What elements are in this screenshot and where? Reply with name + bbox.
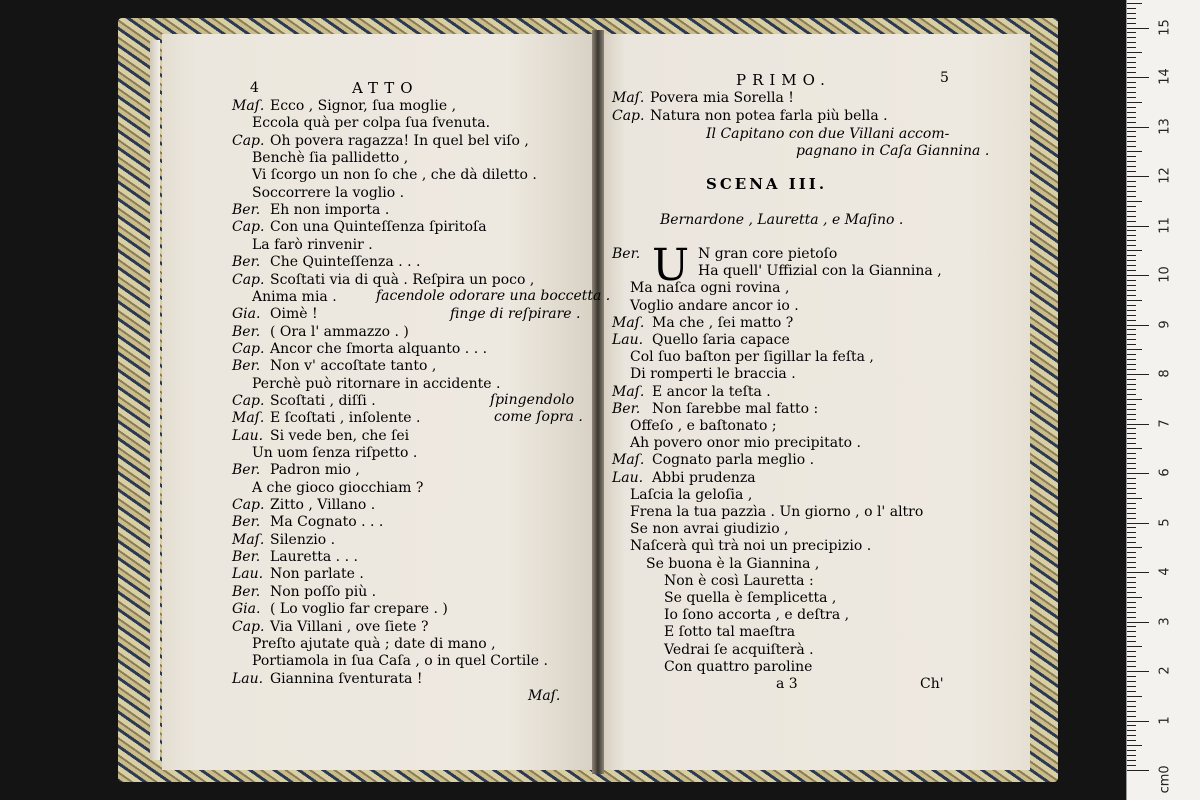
verse-line: Lauretta . . . — [270, 549, 358, 566]
ruler-tick — [1127, 151, 1142, 152]
speaker-label: Ber. — [612, 246, 641, 262]
speaker-label: Gia. — [232, 601, 261, 618]
ruler-tick — [1127, 67, 1136, 68]
ruler-tick — [1127, 201, 1142, 202]
ruler-tick — [1127, 676, 1136, 677]
ruler-tick — [1127, 438, 1136, 439]
verse-line: N gran core pietoſo — [698, 246, 838, 262]
ruler-tick — [1127, 626, 1136, 627]
stage-direction: facendole odorare una boccetta . — [376, 288, 611, 304]
ruler-tick — [1127, 156, 1136, 157]
ruler-tick — [1127, 706, 1136, 707]
ruler-tick — [1127, 305, 1136, 306]
ruler-tick — [1127, 582, 1136, 583]
ruler-tick — [1127, 428, 1136, 429]
character-list: Bernardone , Lauretta , e Maſino . — [660, 212, 904, 228]
ruler-tick — [1127, 325, 1149, 326]
speaker-label: Ber. — [232, 254, 261, 271]
scene-title: SCENA III. — [706, 175, 828, 193]
speaker-label: Maſ. — [612, 314, 645, 331]
ruler-tick — [1127, 3, 1142, 4]
ruler-tick — [1127, 42, 1136, 43]
ruler-tick — [1127, 597, 1142, 598]
ruler-tick — [1127, 612, 1136, 613]
ruler-number: 12 — [1157, 167, 1173, 184]
verse-line: Padron mio , — [270, 462, 360, 479]
verse-line: E ſcoſtati , inſolente . — [270, 410, 421, 427]
ruler-tick — [1127, 651, 1136, 652]
ruler-tick — [1127, 661, 1136, 662]
ruler-tick — [1127, 760, 1136, 761]
ruler-number: 4 — [1157, 567, 1173, 576]
ruler-tick — [1127, 384, 1136, 385]
ruler-tick — [1127, 97, 1136, 98]
speaker-label: Ber. — [232, 323, 261, 340]
speaker-label: Ber. — [232, 583, 261, 600]
ruler-tick — [1127, 300, 1142, 301]
verse-line: Natura non potea farla più bella . — [650, 108, 888, 124]
stage-direction: ſpingendolo — [490, 392, 575, 408]
speaker-label: Cap. — [232, 132, 265, 149]
ruler-tick — [1127, 562, 1136, 563]
verse-line: Che Quinteſſenza . . . — [270, 254, 421, 271]
ruler-tick — [1127, 379, 1136, 380]
ruler-tick — [1127, 448, 1142, 449]
ruler-tick — [1127, 636, 1136, 637]
verse-line: Preſto ajutate quà ; date di mano , — [252, 635, 496, 652]
ruler-number: 1 — [1157, 715, 1173, 725]
ruler-tick — [1127, 389, 1136, 390]
ruler-tick — [1127, 567, 1136, 568]
speaker-label: Maſ. — [232, 98, 265, 114]
ruler-tick — [1127, 82, 1136, 83]
speaker-label: Maſ. — [612, 383, 645, 400]
ruler-tick — [1127, 592, 1136, 593]
ruler-number: 11 — [1157, 216, 1173, 234]
ruler-tick — [1127, 602, 1136, 603]
ruler-number: 15 — [1157, 18, 1173, 36]
ruler-tick — [1127, 374, 1149, 375]
ruler-tick — [1127, 656, 1136, 657]
verse-line: Perchè può ritornare in accidente . — [252, 375, 501, 392]
ruler-tick — [1127, 235, 1136, 236]
ruler-tick — [1127, 498, 1142, 499]
verse-line: Offeſo , e baſtonato ; — [630, 418, 777, 434]
ruler-tick — [1127, 52, 1142, 53]
ruler-tick — [1127, 721, 1149, 722]
ruler-tick — [1127, 245, 1136, 246]
ruler-tick — [1127, 443, 1136, 444]
ruler-tick — [1127, 527, 1136, 528]
ruler-tick — [1127, 587, 1136, 588]
ruler-tick — [1127, 364, 1136, 365]
ruler-tick — [1127, 488, 1136, 489]
verse-line: Non poſſo più . — [270, 583, 377, 600]
verse-line: Vi ſcorgo un non ſo che , che dà diletto . — [252, 167, 537, 184]
ruler-tick — [1127, 127, 1149, 128]
verse-line: Non è così Lauretta : — [664, 572, 814, 589]
ruler-tick — [1127, 458, 1136, 459]
catchword: Maſ. — [528, 688, 561, 704]
ruler-tick — [1127, 285, 1136, 286]
ruler-tick — [1127, 542, 1136, 543]
ruler-tick — [1127, 404, 1136, 405]
speaker-label: Maſ. — [612, 90, 645, 106]
page-number: 4 — [250, 80, 259, 96]
signature-mark: a 3 — [776, 676, 798, 692]
ruler-tick — [1127, 646, 1142, 647]
ruler-tick — [1127, 518, 1136, 519]
ruler-tick — [1127, 206, 1136, 207]
speaker-label: Cap. — [232, 340, 265, 357]
ruler-tick — [1127, 750, 1136, 751]
verse-line: Naſcerà quì trà noi un precipizio . — [630, 538, 872, 555]
verse-line: Quello ſaria capace — [652, 332, 790, 348]
ruler-tick — [1127, 295, 1136, 296]
verse-line: Ah povero onor mio precipitato . — [630, 435, 862, 452]
ruler-tick — [1127, 716, 1136, 717]
ruler-number: 9 — [1157, 319, 1173, 329]
ruler-tick — [1127, 260, 1136, 261]
ruler-tick — [1127, 483, 1136, 484]
ruler-tick — [1127, 240, 1136, 241]
ruler-tick — [1127, 320, 1136, 321]
ruler-tick — [1127, 87, 1136, 88]
ruler-tick — [1127, 359, 1136, 360]
ruler-tick — [1127, 216, 1136, 217]
ruler-tick — [1127, 617, 1136, 618]
page-header: PRIMO. — [736, 71, 831, 89]
speaker-label: Maſ. — [232, 531, 265, 548]
verse-line: Con una Quinteſſenza ſpiritoſa — [270, 219, 487, 236]
ruler-tick — [1127, 463, 1136, 464]
verse-line: Se non avrai giudizio , — [630, 521, 789, 538]
verse-line: ( Ora l' ammazzo . ) — [270, 323, 409, 340]
ruler-tick — [1127, 315, 1136, 316]
ruler-tick — [1127, 468, 1136, 469]
speaker-label: Cap. — [232, 219, 265, 236]
ruler-tick — [1127, 419, 1136, 420]
verse-line: Di romperti le braccia . — [630, 366, 796, 383]
speaker-label: Ber. — [612, 400, 641, 417]
catchword: Ch' — [920, 676, 944, 692]
verse-line: Ancor che ſmorta alquanto . . . — [270, 340, 488, 357]
ruler-tick — [1127, 28, 1149, 29]
ruler-tick — [1127, 136, 1136, 137]
ruler-number: 13 — [1157, 117, 1173, 135]
ruler-number: 5 — [1157, 517, 1173, 527]
ruler-tick — [1127, 725, 1136, 726]
ruler-tick — [1127, 226, 1149, 227]
verse-line: Oimè ! — [270, 306, 318, 323]
speaker-label: Ber. — [232, 358, 261, 375]
ruler-tick — [1127, 671, 1149, 672]
drop-cap: U — [652, 240, 690, 291]
speaker-label: Ber. — [232, 549, 261, 566]
ruler-tick — [1127, 681, 1136, 682]
stage-direction: Il Capitano con due Villani accom- — [706, 126, 950, 142]
ruler-unit: cm — [1157, 773, 1173, 794]
verse-line: Non parlate . — [270, 566, 364, 583]
verse-line: Ma naſca ogni rovina , — [630, 280, 790, 297]
speaker-label: Cap. — [232, 497, 265, 514]
verse-line: Laſcia la geloſia , — [630, 486, 753, 503]
ruler-tick — [1127, 18, 1136, 19]
ruler-tick — [1127, 745, 1142, 746]
verse-line: Con quattro paroline — [664, 658, 813, 675]
verse-line: Oh povera ragazza! In quel bel viſo , — [270, 132, 529, 149]
ruler-tick — [1127, 47, 1136, 48]
ruler-tick — [1127, 117, 1136, 118]
ruler-tick — [1127, 513, 1136, 514]
ruler-tick — [1127, 32, 1136, 33]
ruler-tick — [1127, 211, 1136, 212]
page-header: ATTO — [352, 79, 419, 97]
page-number: 5 — [940, 70, 949, 86]
ruler-tick — [1127, 631, 1136, 632]
ruler-tick — [1127, 572, 1149, 573]
ruler-tick — [1127, 112, 1136, 113]
verse-line: Scoſtati via di quà . Reſpira un poco , — [270, 271, 535, 288]
ruler-tick — [1127, 770, 1149, 771]
ruler-tick — [1127, 13, 1136, 14]
ruler-tick — [1127, 23, 1136, 24]
verse-line: E ſotto tal maeſtra — [664, 624, 796, 641]
verse-line: Se quella è ſemplicetta , — [664, 590, 837, 606]
ruler-tick — [1127, 310, 1136, 311]
ruler-tick — [1127, 77, 1149, 78]
ruler-tick — [1127, 230, 1136, 231]
speaker-label: Ber. — [232, 462, 261, 479]
ruler-tick — [1127, 37, 1136, 38]
ruler-tick — [1127, 478, 1136, 479]
verse-line: Non v' accoſtate tanto , — [270, 358, 437, 375]
ruler-number: 10 — [1157, 266, 1173, 283]
speaker-label: Lau. — [232, 566, 264, 583]
ruler-tick — [1127, 607, 1136, 608]
verse-line: Io ſono accorta , e deſtra , — [664, 607, 850, 624]
speaker-label: Lau. — [232, 670, 264, 687]
verse-line: Si vede ben, che ſei — [270, 427, 410, 444]
verse-line: Scoſtati , diſſi . — [270, 392, 376, 409]
ruler-tick — [1127, 334, 1136, 335]
verse-line: Non ſarebbe mal fatto : — [652, 400, 819, 417]
ruler-tick — [1127, 547, 1142, 548]
ruler-tick — [1127, 354, 1136, 355]
ruler-tick — [1127, 196, 1136, 197]
ruler-number: 14 — [1157, 68, 1173, 85]
verse-line: Cognato parla meglio . — [652, 452, 815, 469]
ruler-tick — [1127, 523, 1149, 524]
ruler-tick — [1127, 339, 1136, 340]
ruler-number: 6 — [1157, 468, 1173, 477]
verse-line: Benchè ſia pallidetto , — [252, 150, 409, 167]
speaker-label: Maſ. — [612, 452, 645, 469]
ruler-tick — [1127, 191, 1136, 192]
verse-line: Eccola quà per colpa ſua ſvenuta. — [252, 115, 491, 132]
ruler-tick — [1127, 740, 1136, 741]
ruler-tick — [1127, 666, 1136, 667]
speaker-label: Cap. — [232, 392, 265, 409]
ruler-tick — [1127, 577, 1136, 578]
speaker-label: Gia. — [232, 306, 261, 323]
verse-line: Ma che , ſei matto ? — [652, 314, 794, 331]
ruler-tick — [1127, 166, 1136, 167]
ruler-tick — [1127, 503, 1136, 504]
verse-line: Povera mia Sorella ! — [650, 90, 794, 106]
verse-line: Anima mia . — [252, 288, 337, 305]
speaker-label: Lau. — [232, 427, 264, 444]
ruler-tick — [1127, 424, 1149, 425]
ruler-tick — [1127, 255, 1136, 256]
ruler-tick — [1127, 181, 1136, 182]
verse-line: A che gioco giocchiam ? — [252, 479, 424, 496]
verse-line: Zitto , Villano . — [270, 497, 376, 514]
verse-line: Vedrai ſe acquiſterà . — [664, 641, 814, 658]
stage-direction: finge di reſpirare . — [450, 306, 581, 322]
speaker-label: Cap. — [612, 108, 645, 124]
ruler-tick — [1127, 250, 1142, 251]
ruler-number: 8 — [1157, 369, 1173, 378]
ruler-tick — [1127, 735, 1136, 736]
ruler-tick — [1127, 102, 1142, 103]
ruler-tick — [1127, 270, 1136, 271]
ruler-number: 0 — [1157, 765, 1173, 774]
ruler-tick — [1127, 171, 1136, 172]
verse-line: Ha quell' Uffizial con la Giannina , — [698, 263, 942, 280]
ruler-tick — [1127, 57, 1136, 58]
ruler-tick — [1127, 508, 1136, 509]
ruler-tick — [1127, 453, 1136, 454]
ruler-tick — [1127, 280, 1136, 281]
ruler-tick — [1127, 72, 1136, 73]
ruler-tick — [1127, 329, 1136, 330]
verse-line: Ecco , Signor, ſua moglie , — [270, 98, 457, 114]
ruler-tick — [1127, 349, 1142, 350]
verse-line: Ma Cognato . . . — [270, 514, 384, 531]
verse-line: Silenzio . — [270, 531, 336, 548]
book-gutter — [592, 30, 604, 774]
ruler-tick — [1127, 493, 1136, 494]
ruler-tick — [1127, 141, 1136, 142]
ruler-tick — [1127, 399, 1142, 400]
verse-line: Voglio andare ancor io . — [630, 297, 799, 314]
speaker-label: Maſ. — [232, 410, 265, 427]
page-fold-edge — [150, 40, 160, 760]
verse-line: Col ſuo baſton per ſigillar la feſta , — [630, 349, 874, 366]
verse-line: Un uom ſenza riſpetto . — [252, 445, 418, 461]
verse-line: Se buona è la Giannina , — [646, 555, 820, 572]
ruler-tick — [1127, 701, 1136, 702]
verse-line: La farò rinvenir . — [252, 236, 373, 253]
ruler-tick — [1127, 433, 1136, 434]
ruler-tick — [1127, 344, 1136, 345]
ruler-tick — [1127, 696, 1142, 697]
verse-line: Soccorrere la voglio . — [252, 184, 405, 201]
ruler-tick — [1127, 369, 1136, 370]
ruler-tick — [1127, 62, 1136, 63]
ruler-tick — [1127, 265, 1136, 266]
speaker-label: Cap. — [232, 618, 265, 635]
ruler-tick — [1127, 8, 1136, 9]
ruler-tick — [1127, 186, 1136, 187]
ruler-tick — [1127, 755, 1136, 756]
ruler-tick — [1127, 221, 1136, 222]
ruler-tick — [1127, 92, 1136, 93]
verse-line: Portiamola in ſua Caſa , o in quel Cortile . — [252, 653, 548, 670]
ruler-tick — [1127, 131, 1136, 132]
verse-line: Via Villani , ove ſiete ? — [270, 618, 429, 635]
ruler-tick — [1127, 711, 1136, 712]
ruler-number: 3 — [1157, 616, 1173, 626]
ruler-tick — [1127, 730, 1136, 731]
ruler-tick — [1127, 122, 1136, 123]
speaker-label: Lau. — [612, 332, 644, 348]
verse-line: Frena la tua pazzìa . Un giorno , o l' altro — [630, 504, 924, 520]
ruler-tick — [1127, 275, 1149, 276]
ruler-tick — [1127, 686, 1136, 687]
ruler-tick — [1127, 290, 1136, 291]
verse-line: Eh non importa . — [270, 202, 390, 219]
ruler-tick — [1127, 473, 1149, 474]
stage-direction: pagnano in Caſa Giannina . — [796, 143, 990, 159]
ruler-tick — [1127, 557, 1136, 558]
ruler-tick — [1127, 146, 1136, 147]
ruler-tick — [1127, 532, 1136, 533]
verse-line: Abbi prudenza — [652, 469, 756, 486]
ruler-tick — [1127, 176, 1149, 177]
stage-direction: come ſopra . — [494, 409, 583, 425]
ruler-tick — [1127, 409, 1136, 410]
ruler-tick — [1127, 641, 1136, 642]
ruler-tick — [1127, 691, 1136, 692]
ruler-tick — [1127, 622, 1149, 623]
verse-line: E ancor la teſta . — [652, 383, 771, 400]
verse-line: Giannina ſventurata ! — [270, 670, 423, 687]
speaker-label: Ber. — [232, 514, 261, 531]
ruler-tick — [1127, 537, 1136, 538]
ruler-tick — [1127, 107, 1136, 108]
speaker-label: Lau. — [612, 469, 644, 486]
speaker-label: Cap. — [232, 271, 265, 288]
speaker-label: Ber. — [232, 202, 261, 219]
ruler-tick — [1127, 414, 1136, 415]
verse-line: ( Lo voglio far crepare . ) — [270, 601, 448, 618]
ruler-number: 2 — [1157, 666, 1173, 675]
ruler-tick — [1127, 394, 1136, 395]
ruler-tick — [1127, 765, 1136, 766]
ruler-tick — [1127, 161, 1136, 162]
ruler-number: 7 — [1157, 418, 1173, 428]
ruler-tick — [1127, 552, 1136, 553]
